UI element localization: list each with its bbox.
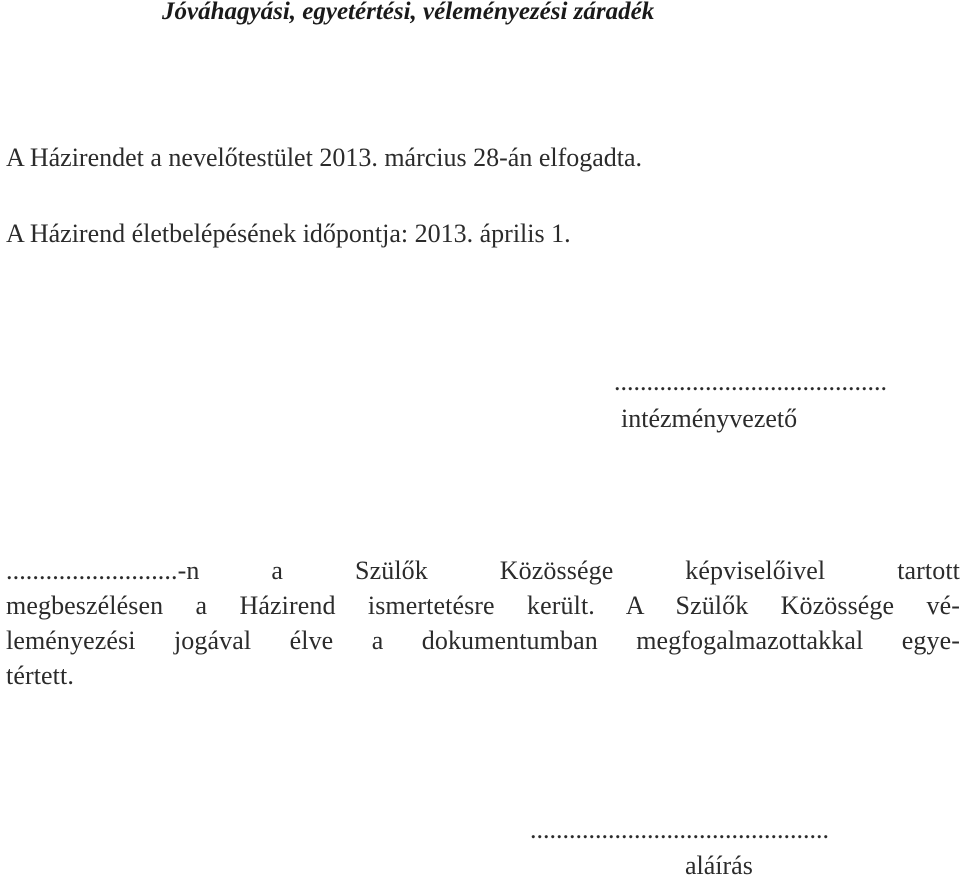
adoption-statement: A Házirendet a nevelőtestület 2013. március 28-án elfogadta. <box>6 143 643 172</box>
parents-signature-line: .............................................. <box>530 815 829 844</box>
paragraph-line: leményezési jogával élve a dokumentumban megfogalmazottakkal egye- <box>6 626 960 655</box>
head-signature-label: intézményvezető <box>621 404 798 433</box>
paragraph-line: ..........................-n a Szülők Közössége képviselőivel tartott <box>6 556 960 585</box>
parents-signature-label: aláírás <box>685 851 753 880</box>
paragraph-line: megbeszélésen a Házirend ismertetésre került. A Szülők Közössége vé- <box>6 591 960 620</box>
effective-date-statement: A Házirend életbelépésének időpontja: 2013. április 1. <box>6 219 571 248</box>
clause-title: Jóváhagyási, egyetértési, véleményezési záradék <box>162 0 655 25</box>
parents-community-paragraph <box>6 553 960 693</box>
head-signature-line: .......................................... <box>614 367 887 396</box>
paragraph-line: tértett. <box>6 661 74 690</box>
